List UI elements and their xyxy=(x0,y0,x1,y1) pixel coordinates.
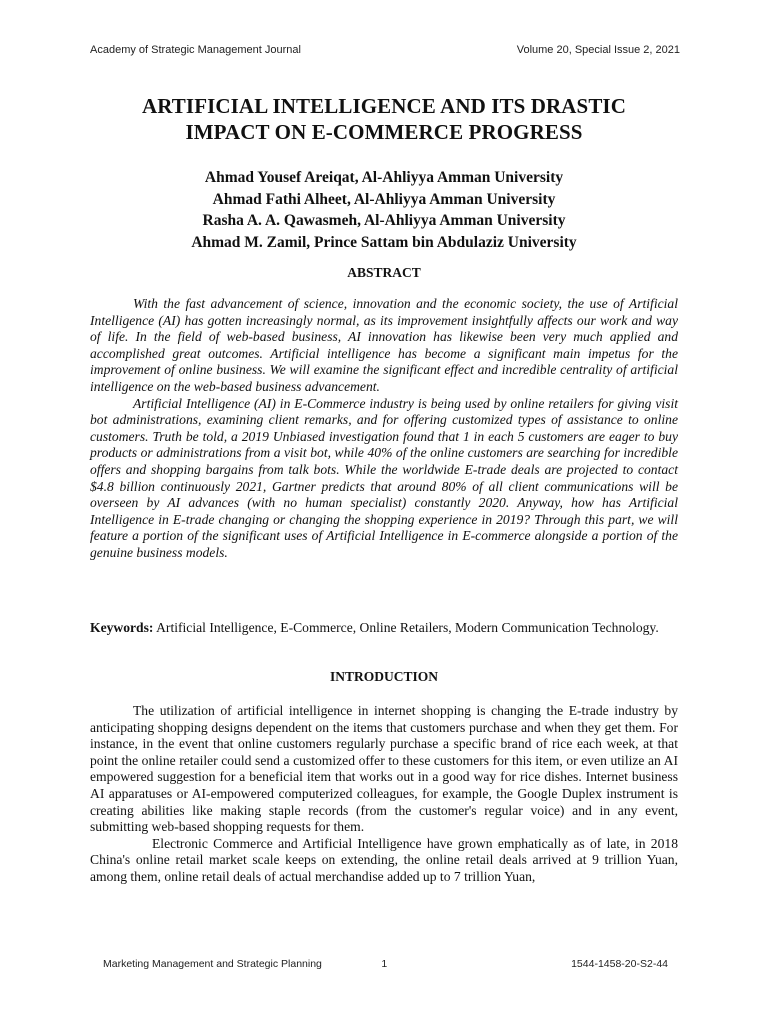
abstract-paragraph-2: Artificial Intelligence (AI) in E-Commerce industry is being used by online retailers for giving visit bot administrations, examining client remarks, and for offering customized types of assistance to online customers. Truth be told, a 2019 Unbiased investigation found that 1 in each 5 customers are eager to buy products or administrations from a visit bot, while 40% of the online customers are searching for incredible offers and shopping bargains from talk bots. While the worldwide E-trade deals are projected to contact $4.8 billion continuously 2021, Gartner predicts that around 80% of all client communications will be overseen by AI advances (with no human specialist) constantly 2020. Anyway, how has Artificial Intelligence in E-trade changing or changing the shopping experience in 2019? Through this part, we will feature a portion of the significant uses of Artificial Intelligence in E-commerce alongside a portion of the genuine business models. xyxy=(90,395,678,560)
introduction-paragraph-2: Electronic Commerce and Artificial Intelligence have grown emphatically as of late, in 2018 China's online retail market scale keeps on extending, the online retail deals arrived at 9 trillion Yuan, among them, online retail deals of actual merchandise added up to 7 trillion Yuan, xyxy=(90,835,678,884)
abstract-body xyxy=(90,296,678,562)
author-2: Ahmad Fathi Alheet, Al-Ahliyya Amman University xyxy=(212,190,556,208)
page-number: 1 xyxy=(381,958,388,970)
journal-name: Academy of Strategic Management Journal xyxy=(90,44,301,56)
keywords-text: Artificial Intelligence, E-Commerce, Online Retailers, Modern Communication Technology. xyxy=(156,620,659,635)
introduction-paragraph-1: The utilization of artificial intelligence in internet shopping is changing the E-trade industry by anticipating shopping designs dependent on the items that customers purchase and when they get them. For instance, in the event that online customers regularly purchase a specific brand of rice each week, at that point the online retailer could send a customized offer to these customers for this item, or even utilize an AI empowered suggestion for a beneficial item that works out in a good way for rice dishes. Internet business AI apparatuses or AI-empowered computerized colleagues, for example, the Google Duplex instrument is creating abilities like making staple records (from the customer's regular voice) and in any event, submitting web-based shopping requests for them. xyxy=(90,703,678,835)
author-4: Ahmad M. Zamil, Prince Sattam bin Abdulaziz University xyxy=(191,233,577,251)
author-3: Rasha A. A. Qawasmeh, Al-Ahliyya Amman University xyxy=(202,212,566,229)
running-header xyxy=(90,44,680,56)
abstract-heading: ABSTRACT xyxy=(347,265,421,280)
introduction-heading: INTRODUCTION xyxy=(329,669,438,684)
title-line-1: ARTIFICIAL INTELLIGENCE AND ITS DRASTIC xyxy=(142,94,626,118)
paper-title xyxy=(0,93,768,145)
keywords-label: Keywords: xyxy=(90,620,154,635)
footer-article-id: 1544-1458-20-S2-44 xyxy=(571,958,668,970)
introduction-body xyxy=(90,703,678,886)
volume-info: Volume 20, Special Issue 2, 2021 xyxy=(516,44,680,56)
footer-section: Marketing Management and Strategic Planning xyxy=(103,958,322,970)
keywords xyxy=(90,619,678,636)
author-list xyxy=(0,167,768,253)
abstract-paragraph-1: With the fast advancement of science, innovation and the economic society, the use of Artificial Intelligence (AI) has gotten increasingly normal, as its improvement insightfully affects our work and way of life. In the field of web-based business, AI innovation has likewise been very much applied and accomplished great outcomes. Artificial intelligence has become a significant main impetus for the improvement of online business. We will examine the significant effect and incredible centrality of artificial intelligence on the web-based business advancement. xyxy=(90,296,678,394)
title-line-2: IMPACT ON E-COMMERCE PROGRESS xyxy=(185,120,583,144)
running-footer xyxy=(103,958,668,970)
author-1: Ahmad Yousef Areiqat, Al-Ahliyya Amman University xyxy=(204,169,564,186)
